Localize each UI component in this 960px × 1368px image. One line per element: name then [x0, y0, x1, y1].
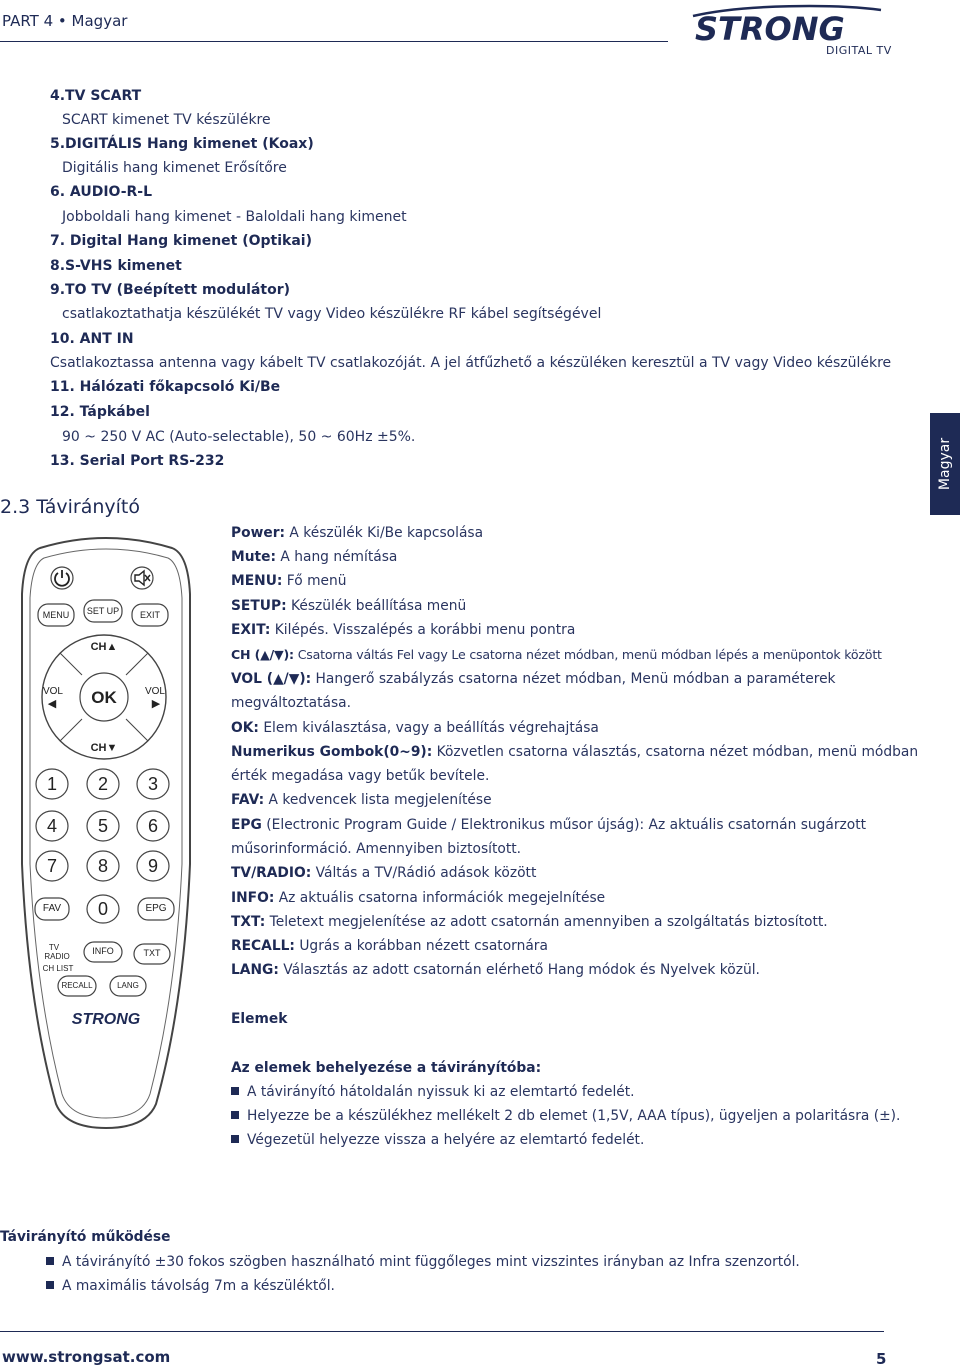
mute-icon — [131, 567, 153, 589]
function-item: Power: A készülék Ki/Be kapcsolása — [231, 525, 484, 541]
txt-key[interactable]: TXT — [143, 948, 161, 958]
page-part-label: PART 4 • Magyar — [2, 12, 128, 30]
ok-key[interactable]: OK — [91, 688, 117, 707]
function-item: RECALL: Ugrás a korábban nézett csatornára — [231, 938, 548, 954]
connection-desc: 90 ~ 250 V AC (Auto-selectable), 50 ~ 60Hz ±5%. — [62, 429, 416, 445]
recall-key[interactable]: RECALL — [61, 981, 93, 990]
function-item: műsorinformáció. Amennyiben biztosított. — [231, 841, 522, 857]
operation-item: A maximális távolság 7m a készüléktől. — [46, 1277, 335, 1295]
remote-brand-logo: STRONG — [71, 1011, 141, 1028]
connection-desc: Jobboldali hang kimenet - Baloldali hang kimenet — [62, 209, 407, 225]
fav-key[interactable]: FAV — [42, 903, 62, 914]
ch-up-key[interactable]: CH▲ — [90, 641, 118, 653]
website-link[interactable]: www.strongsat.com — [2, 1348, 171, 1366]
ch-down-key[interactable]: CH▼ — [90, 742, 118, 754]
connection-desc: SCART kimenet TV készülékre — [62, 112, 271, 128]
remote-control — [18, 534, 194, 1130]
setup-key[interactable]: SET UP — [86, 606, 120, 616]
function-item: LANG: Választás az adott csatornán elérhető Hang módok és Nyelvek közül. — [231, 962, 760, 978]
left-arrow-icon: ◀ — [47, 698, 57, 710]
connection-heading: 9.TO TV (Beépített modulátor) — [50, 282, 291, 298]
function-item: OK: Elem kiválasztása, vagy a beállítás végrehajtása — [231, 720, 599, 736]
digit-9-key[interactable]: 9 — [147, 856, 158, 876]
vol-left-key[interactable]: VOL — [42, 686, 63, 697]
language-side-tab — [930, 413, 960, 515]
page-number: 5 — [876, 1350, 887, 1368]
digit-7-key[interactable]: 7 — [46, 856, 57, 876]
bullet-square-icon — [231, 1111, 239, 1119]
section-title: 2.3 Távirányító — [0, 496, 140, 518]
function-item: SETUP: Készülék beállítása menü — [231, 598, 467, 614]
digit-0-key[interactable]: 0 — [97, 899, 108, 919]
battery-step: A távirányító hátoldalán nyissuk ki az elemtartó fedelét. — [231, 1083, 635, 1101]
connection-heading: 13. Serial Port RS-232 — [50, 453, 225, 469]
operation-item: A távirányító ±30 fokos szögben használható mint függőleges mint vizszintes irányban az Infra szenzortól. — [46, 1253, 800, 1271]
function-item: TV/RADIO: Váltás a TV/Rádió adások között — [231, 865, 537, 881]
footer-rule — [0, 1331, 884, 1332]
digit-8-key[interactable]: 8 — [97, 856, 108, 876]
connection-heading: 8.S-VHS kimenet — [50, 258, 182, 274]
function-item: MENU: Fő menü — [231, 573, 347, 589]
digit-3-key[interactable]: 3 — [147, 774, 158, 794]
epg-key[interactable]: EPG — [145, 903, 167, 914]
digit-4-key[interactable]: 4 — [46, 816, 57, 836]
connection-heading: 12. Tápkábel — [50, 404, 150, 420]
chlist-key[interactable]: CH LIST — [42, 964, 74, 973]
power-icon — [51, 567, 73, 589]
batteries-heading: Elemek — [231, 1011, 288, 1027]
connection-heading: 6. AUDIO-R-L — [50, 184, 153, 200]
connection-heading: 10. ANT IN — [50, 331, 134, 347]
function-item: EXIT: Kilépés. Visszalépés a korábbi menu pontra — [231, 622, 576, 638]
header-rule — [0, 41, 668, 42]
connection-desc: Csatlakoztassa antenna vagy kábelt TV csatlakozóját. A jel átfűzhető a készüléken keresztül a TV vagy Video készülékre — [50, 355, 892, 371]
battery-step: Végezetül helyezze vissza a helyére az elemtartó fedelét. — [231, 1131, 644, 1149]
battery-step: Helyezze be a készülékhez mellékelt 2 db elemet (1,5V, AAA típus), ügyeljen a polaritásra (±). — [231, 1107, 900, 1125]
digit-5-key[interactable]: 5 — [97, 816, 108, 836]
brand-subtitle: DIGITAL TV — [826, 44, 892, 57]
lang-key[interactable]: LANG — [117, 981, 139, 990]
digit-2-key[interactable]: 2 — [97, 774, 108, 794]
info-key[interactable]: INFO — [92, 946, 114, 956]
tv-key[interactable]: TV — [48, 943, 60, 952]
power-button[interactable] — [51, 567, 73, 589]
exit-key[interactable]: EXIT — [139, 610, 160, 620]
connection-desc: Digitális hang kimenet Erősítőre — [62, 160, 287, 176]
mute-button[interactable] — [131, 567, 153, 589]
function-item: CH (▲/▼): Csatorna váltás Fel vagy Le csatorna nézet módban, menü módban lépés a menüpontok között — [231, 647, 882, 662]
connection-desc: csatlakoztathatja készülékét TV vagy Video készülékre RF kábel segítségével — [62, 306, 602, 322]
function-item: FAV: A kedvencek lista megjelenítése — [231, 792, 492, 808]
bullet-square-icon — [231, 1087, 239, 1095]
function-item: EPG (Electronic Program Guide / Elektronikus műsor újság): Az aktuális csatornán sugárzott — [231, 817, 867, 833]
connection-heading: 5.DIGITÁLIS Hang kimenet (Koax) — [50, 136, 314, 152]
radio-key[interactable]: RADIO — [44, 952, 70, 961]
svg-text:STRONG: STRONG — [695, 10, 845, 48]
function-item: INFO: Az aktuális csatorna információk megejelnítése — [231, 890, 606, 906]
connection-heading: 11. Hálózati főkapcsoló Ki/Be — [50, 379, 281, 395]
operation-heading: Távirányító működése — [0, 1229, 171, 1245]
menu-key[interactable]: MENU — [42, 610, 70, 620]
digit-6-key[interactable]: 6 — [147, 816, 158, 836]
connection-heading: 4.TV SCART — [50, 88, 142, 104]
connection-heading: 7. Digital Hang kimenet (Optikai) — [50, 233, 313, 249]
bullet-square-icon — [231, 1135, 239, 1143]
function-item: érték megadása vagy betűk bevítele. — [231, 768, 490, 784]
digit-1-key[interactable]: 1 — [46, 774, 57, 794]
function-item: TXT: Teletext megjelenítése az adott csatornán amennyiben a szolgáltatás biztosított. — [231, 914, 828, 930]
bullet-square-icon — [46, 1257, 54, 1265]
right-arrow-icon: ▶ — [151, 698, 161, 710]
side-tab-label: Magyar — [937, 437, 953, 491]
function-item: Mute: A hang némítása — [231, 549, 398, 565]
function-item: Numerikus Gombok(0~9): Közvetlen csatorna választás, csatorna nézet módban, menü módban — [231, 744, 919, 760]
vol-right-key[interactable]: VOL — [144, 686, 165, 697]
bullet-square-icon — [46, 1281, 54, 1289]
function-item: megváltoztatása. — [231, 695, 351, 711]
function-item: VOL (▲/▼): Hangerő szabályzás csatorna nézet módban, Menü módban a paraméterek — [231, 671, 836, 687]
batteries-subheading: Az elemek behelyezése a távirányítóba: — [231, 1060, 542, 1076]
